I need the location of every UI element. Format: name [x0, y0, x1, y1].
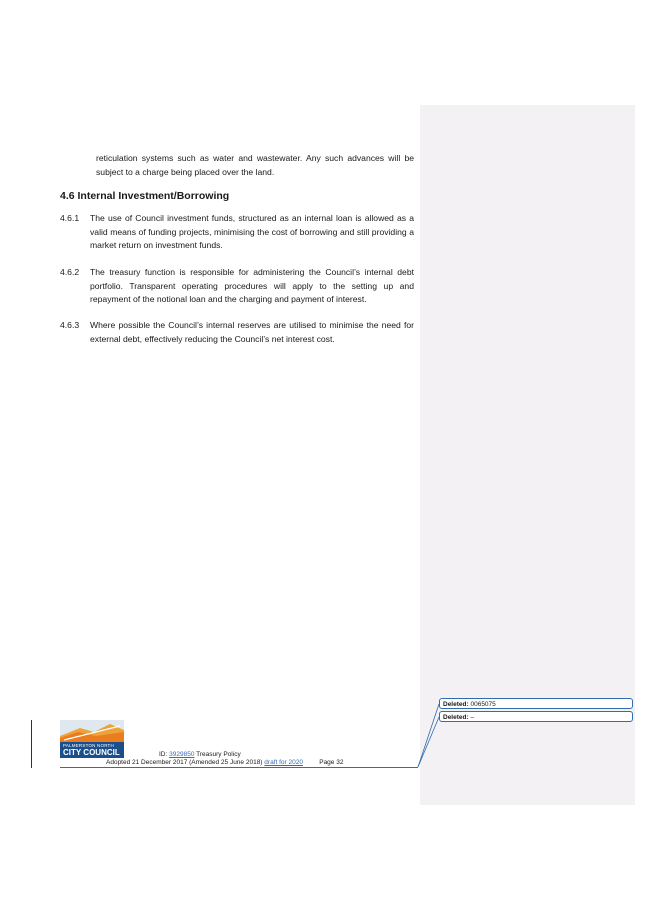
comment-label: Deleted:: [443, 714, 469, 721]
continued-paragraph: reticulation systems such as water and wastewater. Any such advances will be subject to a charge being placed over the land.: [96, 153, 414, 177]
section-heading: 4.6 Internal Investment/Borrowing: [60, 190, 230, 202]
paragraph-text: The treasury function is responsible for administering the Council’s internal debt portfolio. Transparent operating procedures will apply to the setting up and repayment of the notional loan and the charging and payment of interest.: [90, 267, 414, 305]
paragraph-4-6-2: [60, 266, 414, 307]
footer-id-value: 3929850: [169, 751, 195, 758]
paragraph-text: The use of Council investment funds, structured as an internal loan is allowed as a valid means of funding projects, minimising the cost of borrowing and still providing a market return on investment funds.: [90, 213, 414, 251]
footer-id-label: ID:: [159, 751, 168, 758]
comment-balloon[interactable]: [439, 711, 633, 722]
footer-inserted-text: draft for 2020: [264, 759, 303, 766]
paragraph-number: 4.6.1: [60, 213, 80, 223]
logo-text-top: PALMERSTON NORTH: [63, 743, 114, 748]
footer-tracked-rule: [60, 767, 418, 768]
comment-balloon[interactable]: [439, 698, 633, 709]
logo-band: [60, 742, 124, 758]
logo-text-bottom: CITY COUNCIL: [63, 748, 120, 757]
change-bar: [31, 720, 32, 768]
paragraph-number: 4.6.2: [60, 267, 80, 277]
comment-value: 0065075: [470, 701, 496, 708]
footer-doc-title: Treasury Policy: [196, 751, 241, 758]
paragraph-4-6-3: [60, 319, 414, 346]
footer-page-label: Page: [319, 759, 335, 766]
paragraph-text: Where possible the Council’s internal reserves are utilised to minimise the need for external debt, effectively reducing the Council’s net interest cost.: [90, 320, 414, 344]
logo-emblem: [60, 720, 124, 742]
footer-id-line: [159, 751, 241, 758]
paragraph-number: 4.6.3: [60, 320, 80, 330]
council-logo: [60, 720, 124, 758]
footer-adopted: Adopted 21 December 2017 (Amended 25 June 2018): [106, 759, 263, 766]
footer-adopted-line: [106, 759, 343, 766]
footer-page-number: 32: [336, 759, 344, 766]
comment-label: Deleted:: [443, 701, 469, 708]
comment-value: –: [470, 714, 475, 721]
paragraph-4-6-1: [60, 212, 414, 253]
